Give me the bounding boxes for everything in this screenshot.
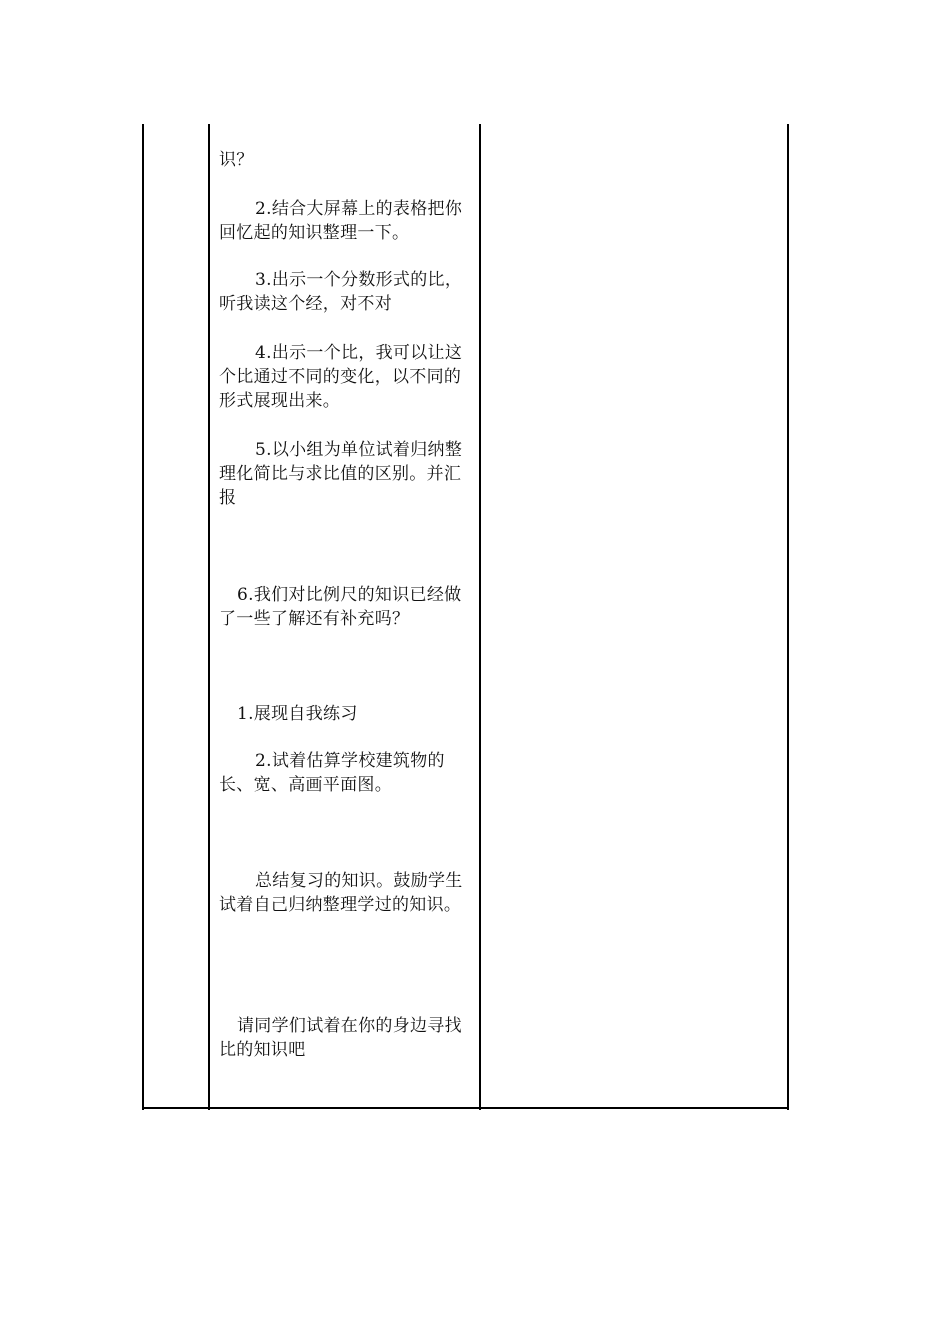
paragraph-homework: 请同学们试着在你的身边寻找比的知识吧: [219, 1016, 462, 1060]
paragraph-summary: 总结复习的知识。鼓励学生试着自己归纳整理学过的知识。: [219, 871, 463, 915]
paragraph-self-practice: 1.展现自我练习: [237, 704, 358, 724]
table-divider-1: [208, 124, 210, 1110]
paragraph-scale-knowledge: 6.我们对比例尺的知识已经做了一些了解还有补充吗？: [219, 585, 462, 629]
paragraph-group-summary: 5.以小组为单位试着归纳整理化简比与求比值的区别。并汇报: [219, 440, 463, 508]
paragraph-ratio-forms: 4.出示一个比，我可以让这个比通过不同的变化，以不同的形式展现出来。: [219, 343, 463, 411]
table-border-bottom: [142, 1107, 789, 1109]
paragraph-continued-question: 识？: [219, 150, 254, 170]
paragraph-fraction-ratio: 3.出示一个分数形式的比，听我读这个经，对不对: [219, 270, 463, 314]
paragraph-estimate-buildings: 2.试着估算学校建筑物的长、宽、高画平面图。: [219, 751, 445, 795]
table-border-left: [142, 124, 144, 1110]
paragraph-organize-table: 2.结合大屏幕上的表格把你回忆起的知识整理一下。: [219, 199, 463, 243]
table-border-right: [787, 124, 789, 1110]
table-divider-2: [479, 124, 481, 1110]
